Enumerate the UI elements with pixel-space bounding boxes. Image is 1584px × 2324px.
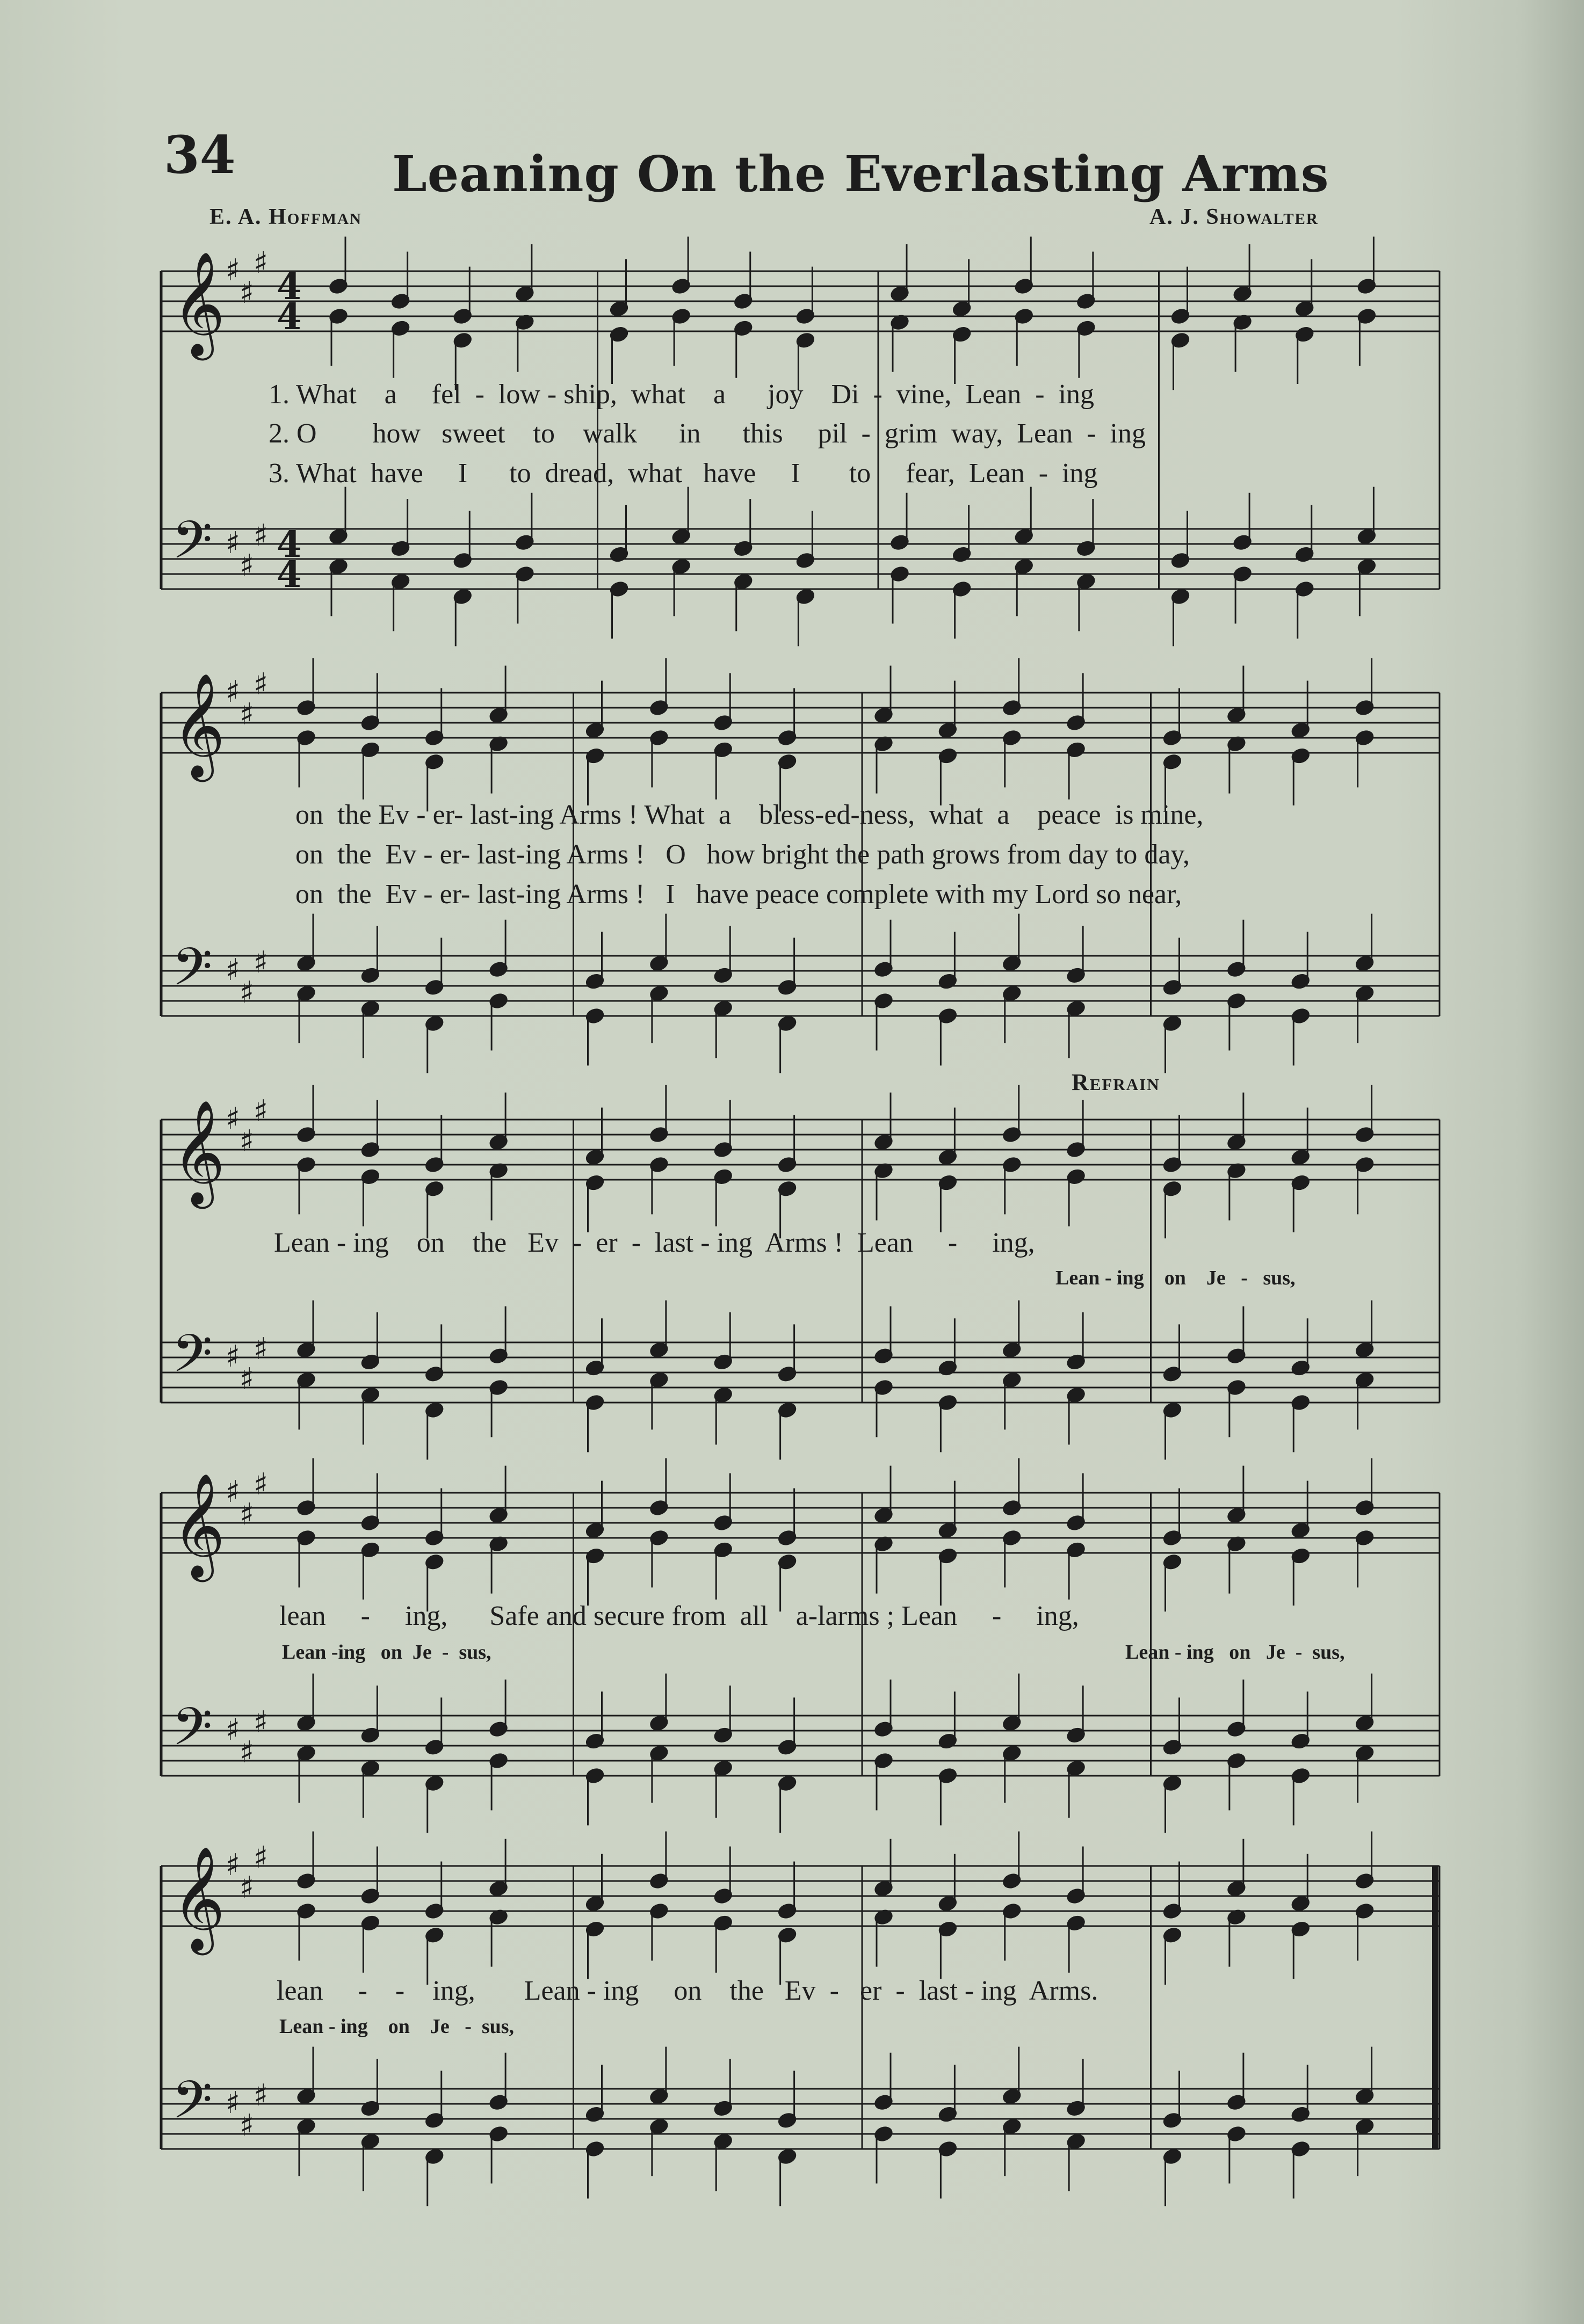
verse-1-line-2: on the Ev - er- last-ing Arms ! What a bless-ed-ness, what a peace is mine, bbox=[295, 800, 1204, 830]
sharp-icon: ♯ bbox=[254, 1331, 269, 1367]
sharp-icon: ♯ bbox=[240, 1361, 255, 1397]
alto-lyric-1: Lean - ing on Je - sus, bbox=[1055, 1267, 1296, 1289]
sharp-icon: ♯ bbox=[226, 1339, 241, 1374]
verse-2-line-1: 2. O how sweet to walk in this pil - grim way, Lean - ing bbox=[269, 418, 1146, 449]
sharp-icon: ♯ bbox=[226, 2085, 241, 2120]
sharp-icon: ♯ bbox=[254, 1704, 269, 1740]
sharp-icon: ♯ bbox=[226, 1101, 241, 1136]
treble-clef-icon: 𝄞 bbox=[172, 1099, 226, 1204]
time-signature: 4 bbox=[277, 553, 302, 595]
sharp-icon: ♯ bbox=[254, 2078, 269, 2113]
bass-clef-icon: 𝄢 bbox=[172, 1323, 213, 1397]
time-signature: 4 bbox=[277, 265, 302, 308]
sharp-icon: ♯ bbox=[240, 548, 255, 583]
treble-clef-icon: 𝄞 bbox=[172, 250, 226, 356]
verse-1-line-1: 1. What a fel - low - ship, what a joy Di - vine, Lean - ing bbox=[269, 379, 1095, 410]
hymn-title: Leaning On the Everlasting Arms bbox=[392, 145, 1329, 203]
verse-2-line-2: on the Ev - er- last-ing Arms ! O how bright the path grows from day to day, bbox=[295, 839, 1190, 870]
sharp-icon: ♯ bbox=[240, 975, 255, 1010]
bass-clef-icon: 𝄢 bbox=[172, 509, 213, 583]
time-signature: 4 bbox=[277, 523, 302, 565]
bass-clef-icon: 𝄢 bbox=[172, 1696, 213, 1770]
sharp-icon: ♯ bbox=[254, 666, 269, 702]
time-signature: 4 bbox=[277, 295, 302, 338]
sharp-icon: ♯ bbox=[240, 1123, 255, 1159]
alto-lyric-4: Lean - ing on Je - sus, bbox=[279, 2015, 515, 2038]
alto-lyric-2: Lean -ing on Je - sus, bbox=[282, 1641, 491, 1664]
sharp-icon: ♯ bbox=[226, 252, 241, 288]
verse-3-line-2: on the Ev - er- last-ing Arms ! I have peace complete with my Lord so near, bbox=[295, 879, 1182, 910]
treble-clef-icon: 𝄞 bbox=[172, 1472, 226, 1578]
alto-lyric-3: Lean - ing on Je - sus, bbox=[1125, 1641, 1345, 1664]
treble-clef-icon: 𝄞 bbox=[172, 672, 226, 778]
bass-clef-icon: 𝄢 bbox=[172, 2069, 213, 2143]
sharp-icon: ♯ bbox=[226, 1847, 241, 1883]
refrain-line-2: lean - ing, Safe and secure from all a-larms ; Lean - ing, bbox=[279, 1601, 1079, 1631]
sharp-icon: ♯ bbox=[254, 945, 269, 980]
sharp-icon: ♯ bbox=[254, 1840, 269, 1875]
sharp-icon: ♯ bbox=[226, 525, 241, 561]
sharp-icon: ♯ bbox=[226, 1474, 241, 1509]
author-credit: E. A. Hoffman bbox=[209, 205, 362, 229]
hymn-number: 34 bbox=[164, 125, 236, 185]
sharp-icon: ♯ bbox=[240, 1497, 255, 1532]
sharp-icon: ♯ bbox=[254, 518, 269, 553]
sharp-icon: ♯ bbox=[240, 1870, 255, 1905]
refrain-label: Refrain bbox=[1072, 1069, 1160, 1095]
sharp-icon: ♯ bbox=[254, 1093, 269, 1129]
sharp-icon: ♯ bbox=[240, 696, 255, 732]
composer-credit: A. J. Showalter bbox=[1149, 205, 1319, 229]
treble-clef-icon: 𝄞 bbox=[172, 1845, 226, 1951]
sharp-icon: ♯ bbox=[240, 275, 255, 310]
sharp-icon: ♯ bbox=[226, 1712, 241, 1747]
sharp-icon: ♯ bbox=[254, 245, 269, 280]
refrain-line-1: Lean - ing on the Ev - er - last - ing Arms ! Lean - ing, bbox=[274, 1228, 1035, 1258]
refrain-line-3: lean - - ing, Lean - ing on the Ev - er - last - ing Arms. bbox=[277, 1976, 1098, 2006]
sharp-icon: ♯ bbox=[226, 952, 241, 987]
bass-clef-icon: 𝄢 bbox=[172, 936, 213, 1010]
sharp-icon: ♯ bbox=[240, 2108, 255, 2143]
sharp-icon: ♯ bbox=[254, 1466, 269, 1502]
sharp-icon: ♯ bbox=[226, 674, 241, 709]
sharp-icon: ♯ bbox=[240, 1734, 255, 1770]
final-barline bbox=[1432, 1866, 1438, 2149]
verse-3-line-1: 3. What have I to dread, what have I to fear, Lean - ing bbox=[269, 458, 1098, 489]
